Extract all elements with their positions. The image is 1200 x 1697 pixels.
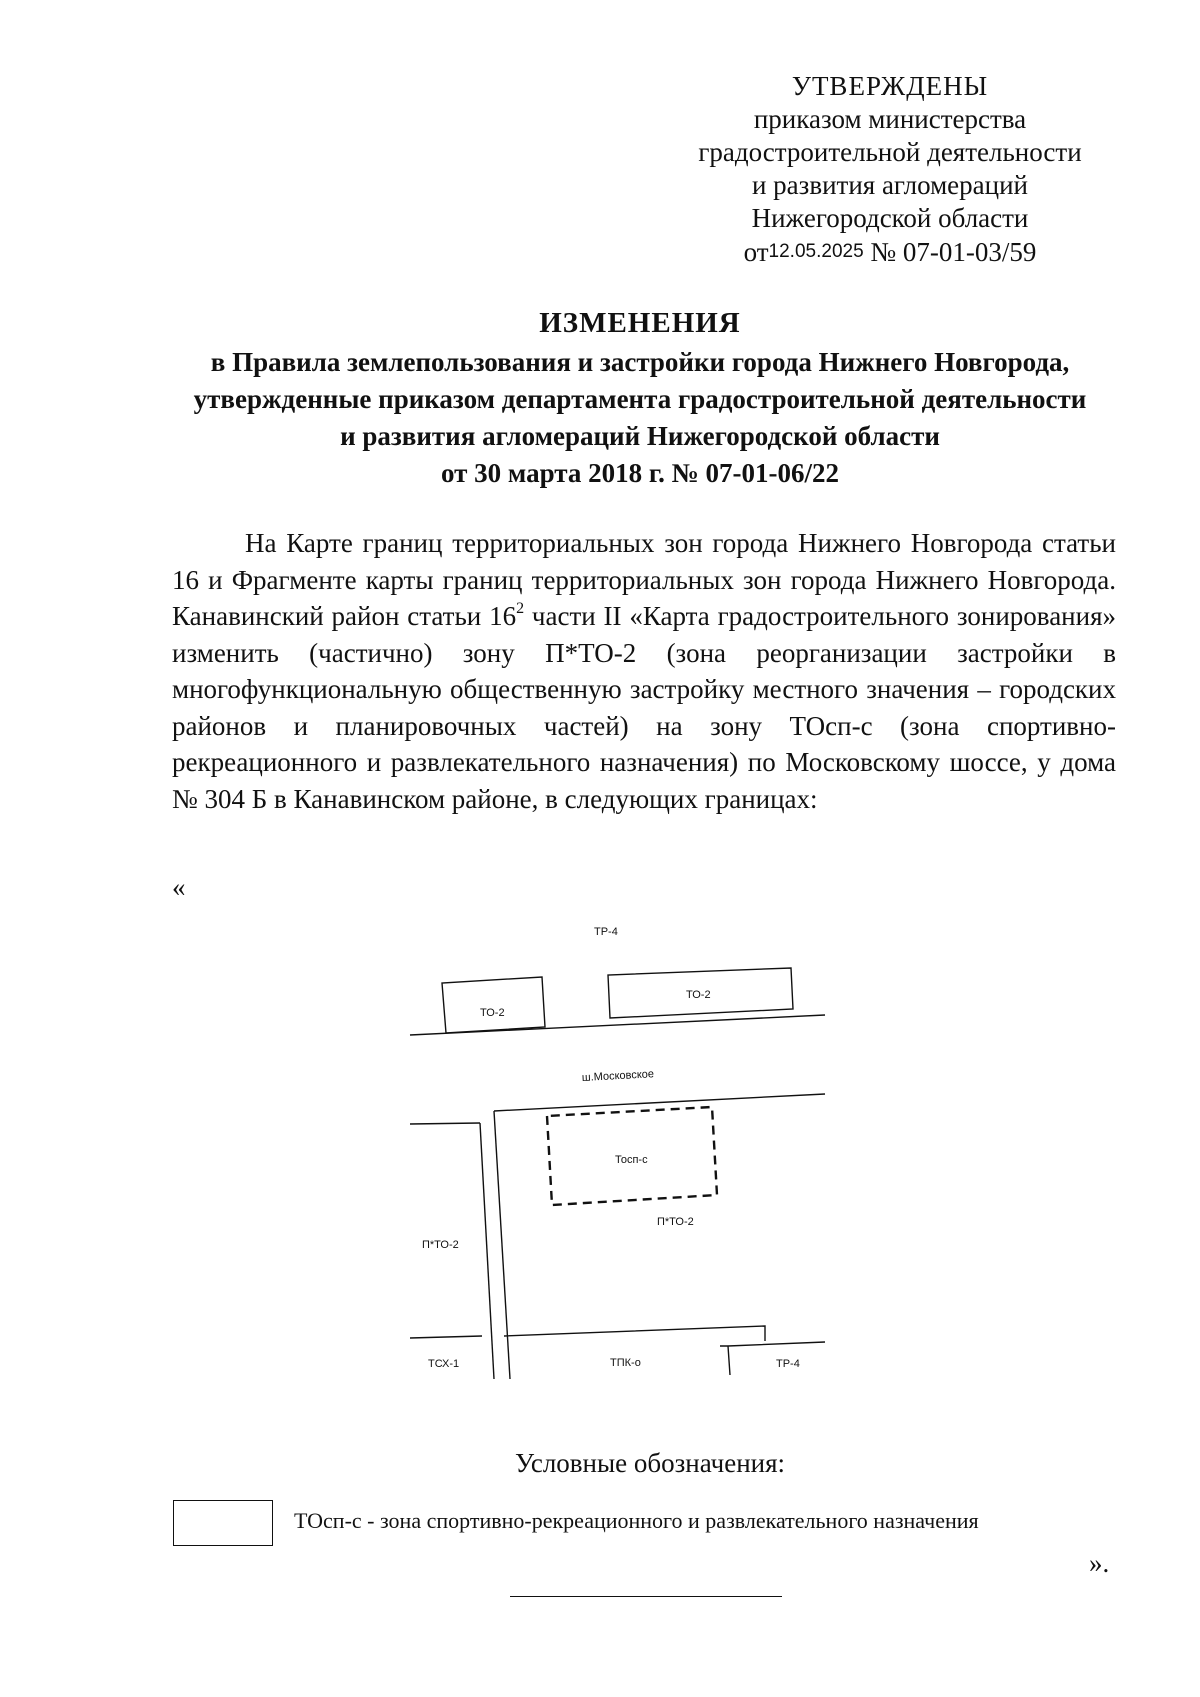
map-label-tosp: Тосп-с xyxy=(615,1154,648,1166)
quote-close: ». xyxy=(1089,1548,1110,1578)
legend-swatch xyxy=(173,1500,273,1546)
heading-title: ИЗМЕНЕНИЯ xyxy=(539,307,741,339)
map-label-pto2-left: П*ТО-2 xyxy=(422,1239,459,1251)
map-parcel-top-edge xyxy=(494,1094,825,1111)
body-part-1: На Карте границ территориальных зон города Нижнего Новгорода статьи 16 и Фрагменте карты границ территориальных зон города Нижнего Новгорода. Канавинский район статьи 16 xyxy=(172,528,1116,631)
map-bottom-road-edge xyxy=(504,1326,765,1341)
approval-title: УТВЕРЖДЕНЫ xyxy=(791,71,989,101)
approval-line-2: градостроительной деятельности xyxy=(698,137,1082,167)
bottom-divider xyxy=(510,1596,782,1597)
document-heading xyxy=(150,305,1130,492)
map-label-to2-left: ТО-2 xyxy=(480,1007,505,1019)
body-superscript: 2 xyxy=(516,600,525,617)
approval-date: 12.05.2025 xyxy=(768,241,864,262)
map-label-tr4-top: ТР-4 xyxy=(594,926,618,938)
map-bottom-left-edge xyxy=(410,1336,482,1338)
body-paragraph xyxy=(172,525,1116,817)
heading-line-4: от 30 марта 2018 г. № 07-01-06/22 xyxy=(441,458,839,488)
map-label-tsx1: ТСХ-1 xyxy=(428,1358,460,1370)
zoning-map xyxy=(400,905,830,1395)
approval-from: от xyxy=(743,237,769,267)
heading-line-1: в Правила землепользования и застройки города Нижнего Новгорода, xyxy=(210,347,1070,377)
map-vertical-road-left xyxy=(480,1123,494,1379)
map-label-tpk: ТПК-о xyxy=(610,1357,641,1369)
map-tr4-bottom-corner xyxy=(720,1342,825,1375)
approval-number: № 07-01-03/59 xyxy=(870,237,1037,267)
approval-line-4: Нижегородской области xyxy=(751,203,1029,233)
legend-title: Условные обозначения: xyxy=(514,1448,786,1478)
map-vertical-road-right xyxy=(494,1111,510,1379)
body-part-2: части II «Карта градостроительного зонирования» изменить (частично) зону П*ТО-2 (зона реорганизации застройки в многофункциональную общественную застройку местного значения – городских районов и планировочных частей) на зону ТОсп-с (зона спортивно-рекреационного и развлекательного назначения) по Московскому шоссе, у дома № 304 Б в Канавинском районе, в следующих границах: xyxy=(172,601,1116,814)
approval-line-3: и развития агломераций xyxy=(751,170,1028,200)
map-road-lower-edge xyxy=(410,1123,480,1124)
map-label-tr4-bottom: ТР-4 xyxy=(776,1358,800,1370)
approval-block xyxy=(680,70,1100,269)
map-to2-left-outline xyxy=(442,977,545,1033)
legend-item-label: ТОсп-с - зона спортивно-рекреационного и развлекательного назначения xyxy=(294,1508,979,1533)
quote-open: « xyxy=(172,872,186,902)
map-label-to2-right: ТО-2 xyxy=(686,989,711,1001)
heading-line-3: и развития агломераций Нижегородской области xyxy=(340,421,940,451)
map-label-street: ш.Московское xyxy=(581,1068,655,1084)
approval-line-1: приказом министерства xyxy=(753,104,1027,134)
approval-date-line xyxy=(680,235,1100,269)
map-label-pto2-right: П*ТО-2 xyxy=(657,1216,694,1228)
heading-line-2: утвержденные приказом департамента градостроительной деятельности xyxy=(193,384,1087,414)
